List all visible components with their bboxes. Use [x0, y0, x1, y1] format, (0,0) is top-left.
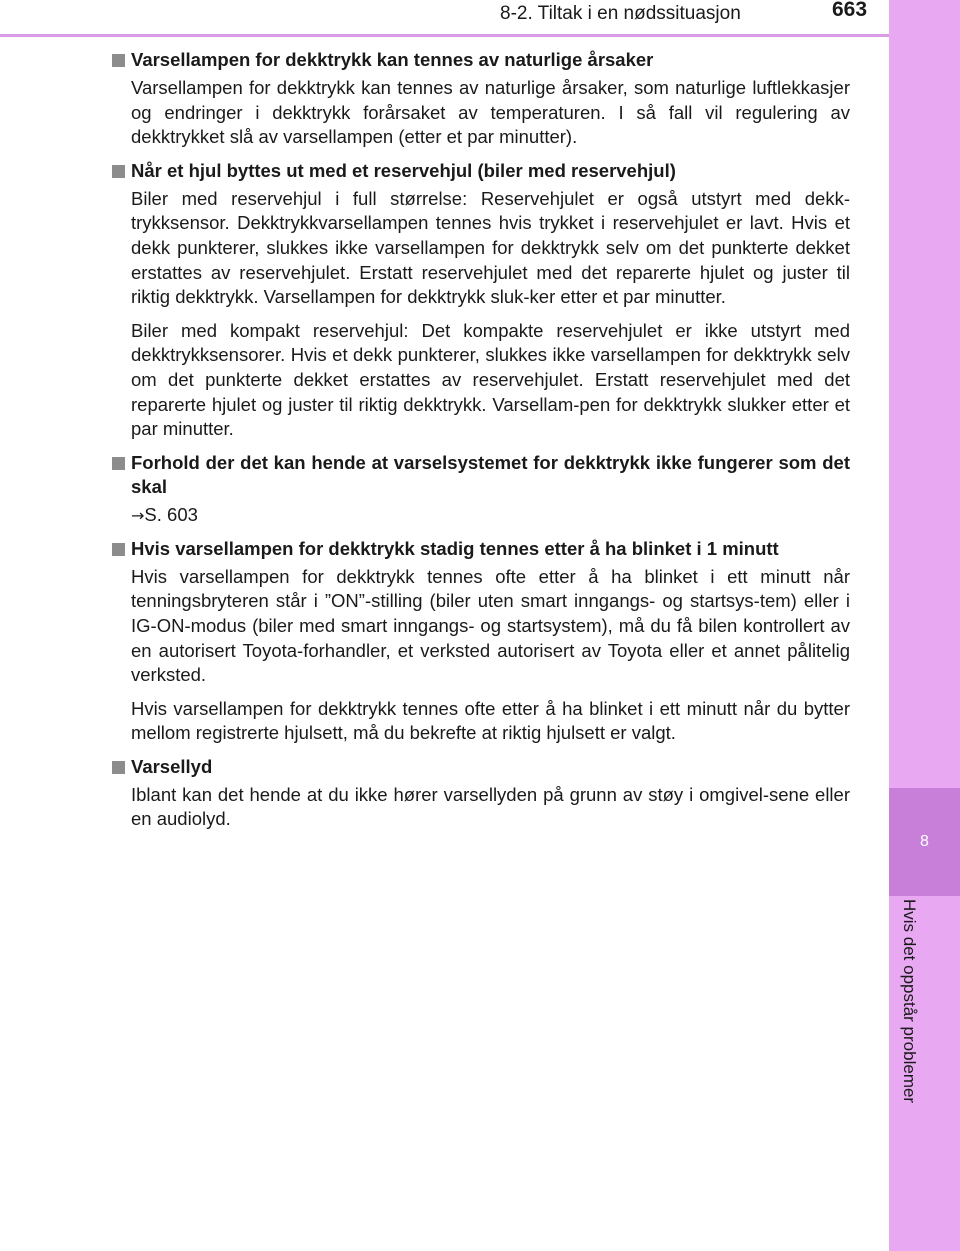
section-heading-text: Når et hjul byttes ut med et reservehjul (biler med reservehjul) [131, 159, 676, 181]
chapter-side-tab [889, 0, 960, 1251]
page-header [0, 0, 889, 34]
section-heading [110, 159, 850, 183]
header-divider [0, 34, 889, 37]
page-reference [110, 503, 850, 528]
section-natural-causes [110, 48, 850, 150]
section-heading-text: Varsellyd [131, 755, 213, 777]
section-heading [110, 48, 850, 72]
section-spare-wheel [110, 159, 850, 442]
paragraph: Varsellampen for dekktrykk kan tennes av naturlige årsaker, som naturlige luftlekkasjer og endringer i dekktrykk forårsaket av temperaturen. I så fall vil regulering av dekktrykket slå av varsellampen (etter et par minutter). [131, 77, 850, 148]
square-bullet-icon [112, 543, 125, 556]
square-bullet-icon [112, 761, 125, 774]
paragraph: Hvis varsellampen for dekktrykk tennes ofte etter å ha blinket i ett minutt når du bytter mellom registrerte hjulsett, må du bekrefte at riktig hjulsett er valgt. [131, 697, 850, 744]
section-lamp-after-blinking [110, 537, 850, 746]
square-bullet-icon [112, 457, 125, 470]
square-bullet-icon [112, 165, 125, 178]
paragraph: Biler med kompakt reservehjul: Det kompakte reservehjulet er ikke utstyrt med dekktrykksensorer. Hvis et dekk punkterer, slukkes ikke varsellampen for dekktrykk selv om det punkterte dekket erstattes av reservehjulet. Erstatt reservehjulet med det reparerte hjulet og juster til riktig dekktrykk. Varsellam-pen for dekktrykk slukker etter et par minutter. [131, 319, 850, 440]
section-heading [110, 755, 850, 779]
paragraph: Biler med reservehjul i full størrelse: Reservehjulet er også utstyrt med dekk-trykksensor. Dekktrykkvarsellampen tennes hvis trykket i reservehjulet er lavt. Hvis et dekk punkterer, slukkes ikke varsellampen for dekktrykk selv om det punkterte dekket erstattes av reservehjulet. Erstatt reservehjulet med det reparerte hjulet og juster til riktig dekktrykk. Varsellampen for dekktrykk sluk-ker etter et par minutter. [131, 187, 850, 308]
section-heading [110, 537, 850, 561]
paragraph: Hvis varsellampen for dekktrykk tennes ofte etter å ha blinket i ett minutt når tenningsbryteren står i ”ON”-stilling (biler uten smart inngangs- og startsys-tem) eller i IG-ON-modus (biler med smart inngangs- og startsystem), må du få bilen kontrollert av en autorisert Toyota-forhandler, et verksted autorisert av Toyota eller et annet pålitelig verksted. [131, 565, 850, 686]
section-heading [110, 451, 850, 499]
section-heading-text: Forhold der det kan hende at varselsystemet for dekktrykk ikke fungerer som det skal [131, 451, 850, 497]
page-number: 663 [832, 0, 868, 21]
section-system-malfunction [110, 451, 850, 528]
chapter-number-box [889, 788, 960, 896]
square-bullet-icon [112, 54, 125, 67]
section-warning-sound [110, 755, 850, 832]
page-reference-text: S. 603 [144, 503, 198, 525]
section-title: 8-2. Tiltak i en nødssituasjon [500, 3, 741, 24]
arrow-right-icon: → [131, 505, 145, 525]
page-content [110, 48, 850, 841]
section-heading-text: Hvis varsellampen for dekktrykk stadig tennes etter å ha blinket i 1 minutt [131, 537, 779, 559]
chapter-title: Hvis det oppstår problemer [900, 899, 919, 1104]
chapter-number: 8 [920, 833, 929, 850]
section-heading-text: Varsellampen for dekktrykk kan tennes av naturlige årsaker [131, 49, 654, 70]
paragraph: Iblant kan det hende at du ikke hører varsellyden på grunn av støy i omgivel-sene eller en audiolyd. [131, 783, 850, 830]
